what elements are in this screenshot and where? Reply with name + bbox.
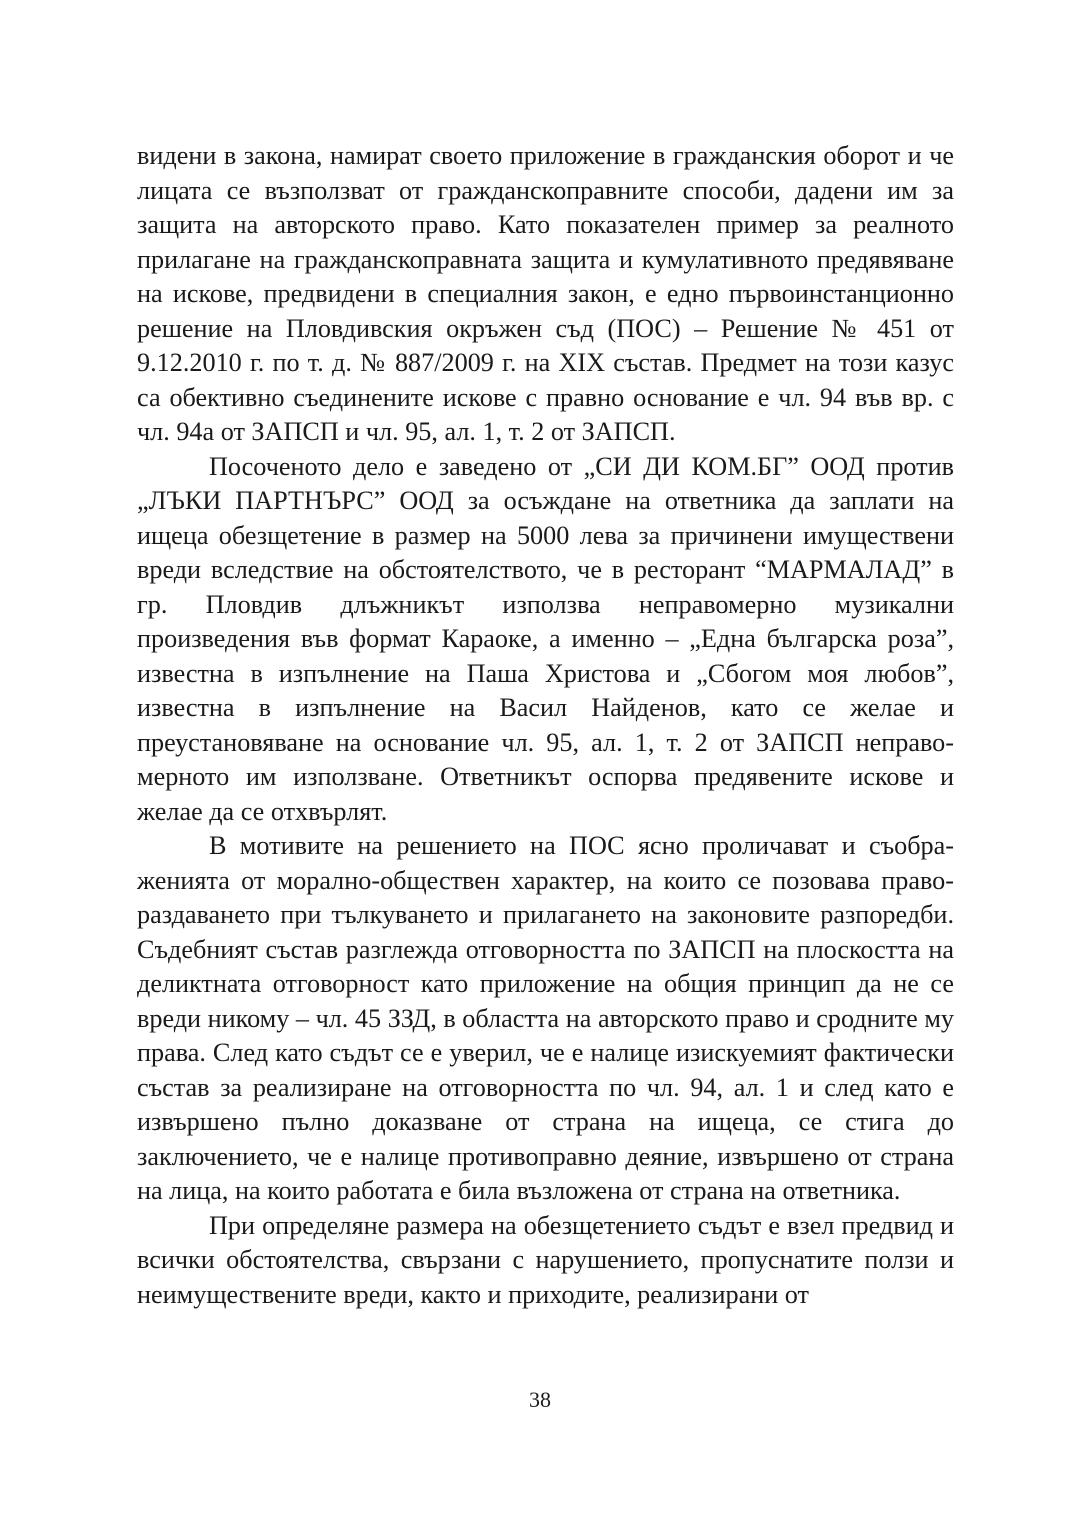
page-number: 38 <box>529 1387 551 1412</box>
document-body <box>137 139 954 1312</box>
paragraph-case-filing: Посоченото дело е заведено от „СИ ДИ КОМ.БГ” ООД против „ЛЪКИ ПАРТНЪРС” ООД за осъждане на ответника да заплати на ищеца обезщетение в размер на 5000 лева за причинени имуществени вреди вследствие на обстоятелството, че в ресторант “МАРМАЛАД” в гр. Пловдив длъжникът използва неправомерно музикални произведения във формат Караоке, а именно – „Една българска роза”, известна в изпълнение на Паша Христова и „Сбогом моя любов”, известна в изпълнение на Васил Найденов, като се желае и преустановяване на основание чл. 95, ал. 1, т. 2 от ЗАПСП неправомерното им използване. Ответникът оспорва предявените искове и желае да се отхвърлят. <box>137 451 954 826</box>
paragraph-continuation: видени в закона, намират своето приложение в гражданския оборот и че лицата се възползват от гражданскоправните способи, дадени им за защита на авторското право. Като показателен пример за реалното прилагане на гражданскоправната защита и кумулативното предявяване на искове, предвидени в специалния закон, е едно първоинстанционно решение на Пловдивския окръжен съд (ПОС) – Решение № 451 от 9.12.2010 г. по т. д. № 887/2009 г. на XIX състав. Предмет на този казус са обективно съединените искове с правно основание е чл. 94 във вр. с чл. 94а от ЗАПСП и чл. 95, ал. 1, т. 2 от ЗАПСП. <box>137 141 954 446</box>
paragraph-compensation: При определяне размера на обезщетението съдът е взел предвид и всички обстоятелства, свързани с нарушението, пропуснатите ползи и неимуществените вреди, както и приходите, реализирани от <box>137 1210 954 1309</box>
paragraph-court-reasoning: В мотивите на решението на ПОС ясно проличават и съображенията от морално-обществен характер, на които се позовава правораздаването при тълкуването и прилагането на законовите разпоредби. Съдебният състав разглежда отговорността по ЗАПСП на плоскостта на деликтната отговорност като приложение на общия принцип да не се вреди никому – чл. 45 ЗЗД, в областта на авторското право и сродните му права. След като съдът се е уверил, че е налице изискуемият фактически състав за реализиране на отговорността по чл. 94, ал. 1 и след като е извършено пълно доказване от страна на ищеца, се стига до заключението, че е налице противоправно деяние, извършено от страна на лица, на които работата е била възложена от страна на ответника. <box>137 831 954 1205</box>
